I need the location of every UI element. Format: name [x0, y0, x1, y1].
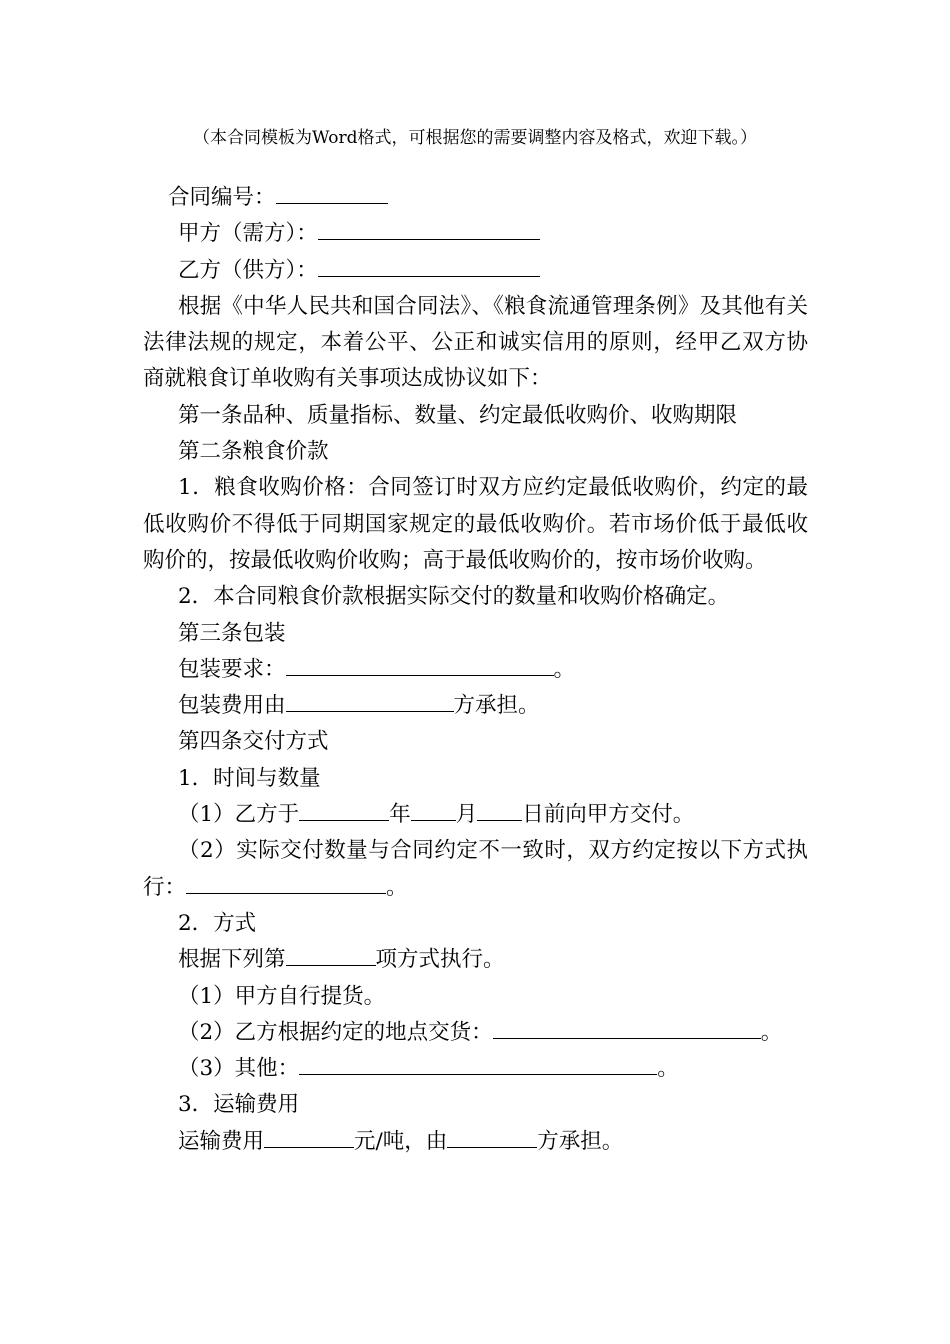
delivery-method-label: 根据下列第: [178, 947, 286, 973]
article-4-clause-2: 2．方式: [178, 910, 257, 936]
packaging-requirement-label: 包装要求：: [178, 656, 286, 682]
day-label: 日前向甲方交付。: [522, 802, 695, 828]
article-2-heading: 第二条粮食价款: [178, 439, 329, 465]
period-mark: 。: [553, 656, 576, 682]
delivery-month-blank[interactable]: [411, 800, 456, 821]
packaging-requirement-blank[interactable]: [286, 654, 554, 675]
delivery-method-suffix: 项方式执行。: [375, 947, 505, 973]
delivery-location-blank[interactable]: [493, 1017, 761, 1038]
article-4-clause-1: 1．时间与数量: [178, 765, 321, 791]
contract-number-line: [143, 180, 808, 216]
period-mark: 。: [657, 1056, 679, 1082]
template-note: （本合同模板为Word格式，可根据您的需要调整内容及格式，欢迎下载。）: [192, 128, 758, 148]
method-option-2: [143, 1015, 808, 1051]
year-label: 年: [389, 802, 411, 828]
shipping-fee-unit: 元/吨，由: [354, 1128, 448, 1154]
packaging-requirement-line: [143, 652, 808, 688]
delivery-quantity-blank[interactable]: [186, 872, 386, 893]
delivery-method-blank[interactable]: [286, 945, 376, 966]
article-3-heading: 第三条包装: [178, 620, 286, 646]
method-option-3: [143, 1051, 808, 1087]
article-4-clause-3: 3．运输费用: [178, 1092, 300, 1118]
month-label: 月: [455, 802, 478, 828]
packaging-fee-blank[interactable]: [286, 691, 454, 712]
article-2-clause-2: 2．本合同粮食价款根据实际交付的数量和收购价格确定。: [178, 584, 730, 610]
delivery-method-line: [143, 942, 808, 978]
delivery-day-blank[interactable]: [477, 800, 522, 821]
other-method-blank[interactable]: [299, 1054, 657, 1075]
packaging-fee-label: 包装费用由: [178, 693, 286, 719]
contract-number-blank[interactable]: [276, 183, 388, 204]
article-4-heading: 第四条交付方式: [178, 729, 329, 755]
article-1-heading: 第一条品种、质量指标、数量、约定最低收购价、收购期限: [178, 402, 738, 428]
contract-number-label: 合同编号：: [168, 185, 276, 210]
party-a-line: [143, 216, 808, 252]
period-mark: 。: [386, 874, 408, 900]
delivery-year-blank[interactable]: [299, 800, 389, 821]
method-option-1: （1）甲方自行提货。: [178, 983, 386, 1009]
method-option-3-label: （3）其他：: [178, 1056, 300, 1082]
delivery-quantity-paragraph: [143, 833, 808, 906]
intro-paragraph: 根据《中华人民共和国合同法》、《粮食流通管理条例》及其他有关法律法规的规定，本着公平、公正和诚实信用的原则，经甲乙双方协商就粮食订单收购有关事项达成协议如下：: [143, 293, 808, 392]
article-2-clause-1: 1．粮食收购价格：合同签订时双方应约定最低收购价，约定的最低收购价不得低于同期国家规定的最低收购价。若市场价低于最低收购价的，按最低收购价收购；高于最低收购价的，按市场价收购。: [143, 475, 808, 573]
delivery-quantity-text: （2）实际交付数量与合同约定不一致时，双方约定按以下方式执行：: [143, 838, 808, 900]
party-b-blank[interactable]: [318, 255, 540, 276]
party-a-label: 甲方（需方）：: [178, 221, 318, 247]
shipping-fee-suffix: 方承担。: [537, 1128, 624, 1154]
method-option-2-label: （2）乙方根据约定的地点交货：: [178, 1019, 493, 1045]
shipping-fee-line: [143, 1124, 808, 1160]
party-b-label: 乙方（供方）：: [178, 257, 318, 283]
shipping-fee-label: 运输费用: [178, 1128, 265, 1154]
party-a-blank[interactable]: [318, 219, 540, 240]
contract-body: [143, 180, 808, 1160]
shipping-rate-blank[interactable]: [264, 1126, 354, 1147]
party-b-line: [143, 253, 808, 289]
period-mark: 。: [760, 1019, 783, 1045]
packaging-fee-line: [143, 688, 808, 724]
delivery-time-line: [143, 797, 808, 833]
packaging-fee-suffix: 方承担。: [453, 693, 540, 719]
shipping-party-blank[interactable]: [447, 1126, 537, 1147]
delivery-time-label: （1）乙方于: [178, 802, 300, 828]
